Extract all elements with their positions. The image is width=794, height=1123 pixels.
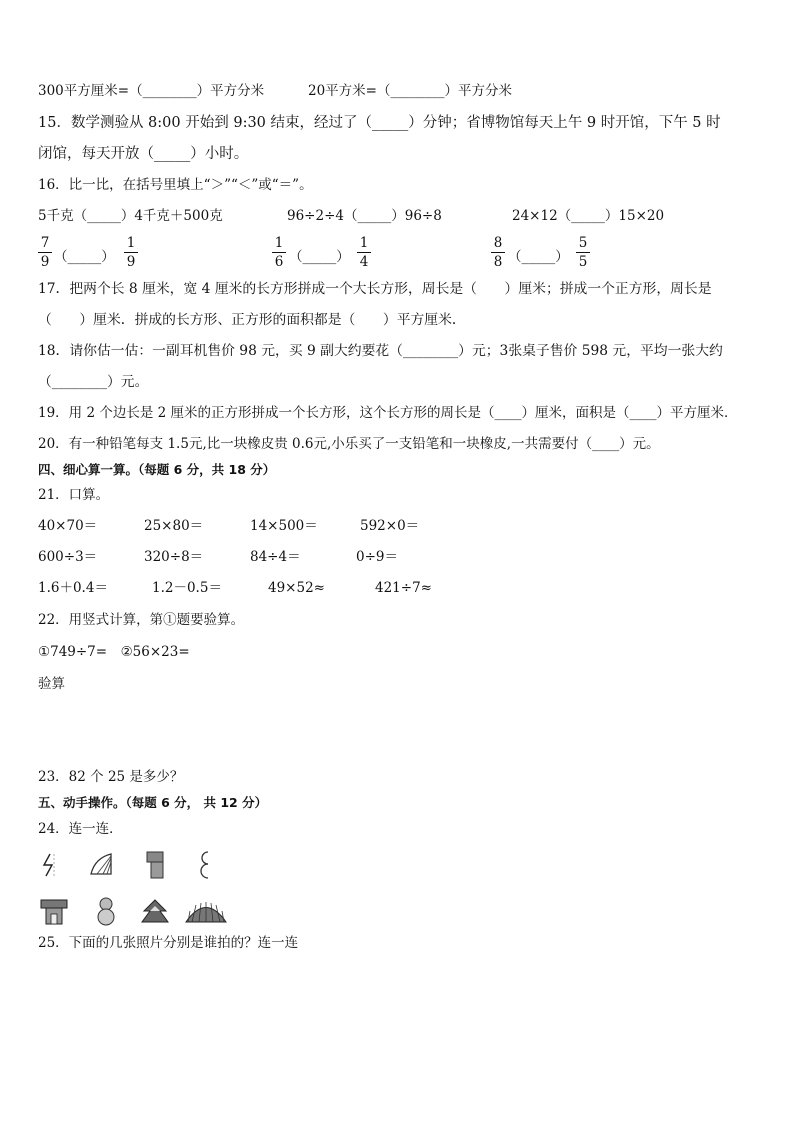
compare-blank[interactable]: （_____） <box>54 249 115 265</box>
q17-line-2: （ ）厘米．拼成的长方形、正方形的面积都是（ ）平方厘米． <box>38 312 466 328</box>
q22: 22．用竖式计算，第①题要验算。 <box>38 612 245 628</box>
q16-instruction: 16．比一比，在括号里填上“＞”“＜”或“＝”。 <box>38 177 313 193</box>
fraction-right <box>124 235 138 270</box>
q18-line-2: （________）元。 <box>38 374 149 390</box>
denominator: 4 <box>359 254 369 270</box>
q16-compare-3: 24×12（_____）15×20 <box>512 208 665 224</box>
q14-part-a: 300平方厘米=（________）平方分米 <box>38 83 265 99</box>
q19: 19．用 2 个边长是 2 厘米的正方形拼成一个长方形，这个长方形的周长是（____）厘米，面积是（____）平方厘米． <box>38 405 738 421</box>
half-umbrella-icon <box>89 852 117 878</box>
fraction-left <box>272 235 286 270</box>
numerator: 7 <box>40 235 50 251</box>
fraction-left <box>491 235 505 270</box>
q17-line-1: 17．把两个长 8 厘米，宽 4 厘米的长方形拼成一个大长方形，周长是（ ）厘米；拼成一个正方形，周长是 <box>38 281 712 297</box>
denominator: 9 <box>40 254 50 270</box>
denominator: 6 <box>274 254 284 270</box>
numerator: 1 <box>126 235 136 251</box>
oral-calc-item: 14×500＝ <box>250 518 318 534</box>
oral-calc-item: 421÷7≈ <box>375 580 432 596</box>
denominator: 9 <box>126 254 136 270</box>
half-house-icon <box>145 850 165 880</box>
q20: 20．有一种铅笔每支 1.5元,比一块橡皮贵 0.6元,小乐买了一支铅笔和一块橡皮,一共需要付（____）元。 <box>38 436 660 452</box>
q16-compare-1: 5千克（_____）4千克＋500克 <box>38 208 223 224</box>
q15-line-2: 闭馆，每天开放（_____）小时。 <box>38 146 249 162</box>
q14-part-b: 20平方米=（________）平方分米 <box>308 83 512 99</box>
oral-calc-item: 592×0＝ <box>360 518 420 534</box>
tree-icon <box>140 898 170 926</box>
umbrella-icon <box>184 899 228 925</box>
oral-calc-item: 84÷4＝ <box>250 549 301 565</box>
compare-blank[interactable]: （_____） <box>508 249 569 265</box>
numerator: 8 <box>493 235 503 251</box>
denominator: 5 <box>578 254 588 270</box>
section-4-heading: 四、细心算一算。（每题 6 分，共 18 分） <box>38 462 276 477</box>
q15-line-1: 15．数学测验从 8:00 开始到 9:30 结束，经过了（_____）分钟；省博物馆每天上午 9 时开馆，下午 5 时 <box>38 115 721 131</box>
half-lightning-icon <box>40 852 60 878</box>
q25: 25．下面的几张照片分别是谁拍的？连一连 <box>38 935 299 951</box>
oral-calc-item: 40×70＝ <box>38 518 98 534</box>
q23: 23．82 个 25 是多少？ <box>38 769 184 785</box>
denominator: 8 <box>493 254 503 270</box>
oral-calc-item: 49×52≈ <box>268 580 325 596</box>
snowman-icon <box>95 896 117 926</box>
q16-compare-2: 96÷2÷4（_____）96÷8 <box>287 208 442 224</box>
fraction-right <box>357 235 371 270</box>
oral-calc-item: 1.2－0.5＝ <box>152 580 222 596</box>
oral-calc-item: 0÷9＝ <box>356 549 398 565</box>
oral-calc-item: 600÷3＝ <box>38 549 98 565</box>
compare-blank[interactable]: （_____） <box>289 249 350 265</box>
q24: 24．连一连． <box>38 821 123 837</box>
verify-label: 验算 <box>38 676 65 692</box>
numerator: 5 <box>578 235 588 251</box>
house-icon <box>40 898 68 926</box>
oral-calc-item: 320÷8＝ <box>144 549 204 565</box>
oral-calc-item: 25×80＝ <box>144 518 204 534</box>
numerator: 1 <box>274 235 284 251</box>
q21: 21．口算。 <box>38 487 110 503</box>
section-5-heading: 五、动手操作。（每题 6 分， 共 12 分） <box>38 795 268 810</box>
half-snowman-icon <box>198 850 212 880</box>
numerator: 1 <box>359 235 369 251</box>
fraction-left <box>38 235 52 270</box>
fraction-right <box>576 235 590 270</box>
oral-calc-item: 1.6＋0.4＝ <box>38 580 108 596</box>
q18-line-1: 18．请你估一估：一副耳机售价 98 元，买 9 副大约要花（________）元；3张桌子售价 598 元，平均一张大约 <box>38 343 723 359</box>
q22-items: ①749÷7= ②56×23= <box>38 644 190 660</box>
